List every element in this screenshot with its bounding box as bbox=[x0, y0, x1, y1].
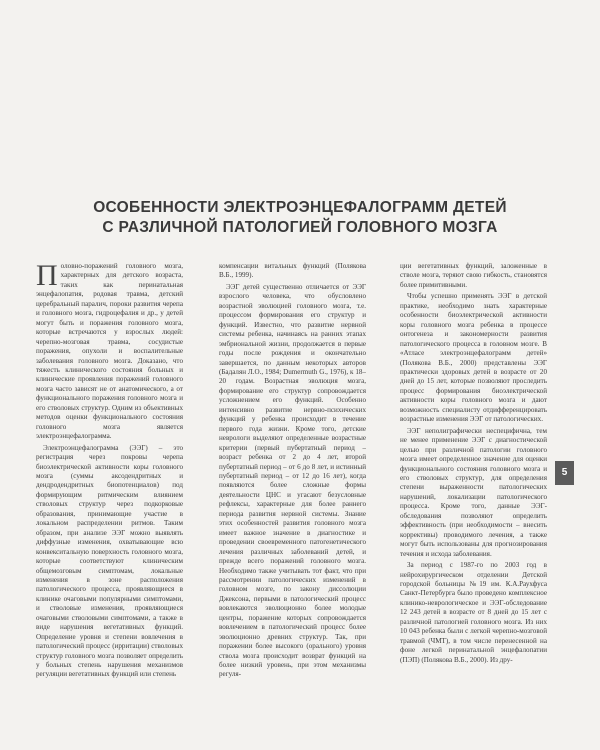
paragraph bbox=[36, 262, 183, 442]
paragraph: За период с 1987-го по 2003 год в нейрохирургическом отделении Детской городской больницы №19 им. К.А.Раухфуса Санкт-Петербурга было проведено комплексное клинико-неврологическое и ЭЭГ-обследование 12 243 детей в возрасте от 8 дней до 15 лет с различной патологией головного мозга. Из них 10 043 ребенка были с легкой черепно-мозговой травмой (ЧМТ), в том числе перенесенной на фоне легкой перинатальной энцефалопатии (ПЭП) (Полякова В.Б., 2000). Из дру- bbox=[400, 561, 547, 664]
paragraph: Электроэнцефалограмма (ЭЭГ) – это регистрация через покровы черепа биоэлектрической активности коры головного мозга (суммы аксодендритных и дендродендритных биопотенциалов) под формирующим ритмическим влиянием стволовых структур через подкорковые образования, принимающие участие в локальном распределении ритмов. Таким образом, при анализе ЭЭГ можно выявлять диффузные изменения, охватывающие всю конвекситальную поверхность головного мозга, которые соответствуют клиническим общемозговым симптомам, локальные изменения в зоне расположения патологического процесса, проявляющиеся в клинике очаговыми популярными симптомами, и стволовые изменения, проявляющиеся очаговыми стволовыми симптомами, а также в виде нарушения вегетативных функций. Определение уровня и степени вовлечения в патологический процесс (ирритации) стволовых структур головного мозга позволяет определить у больных степень нарушения механизмов регуляции вегетативных функций или степень bbox=[36, 443, 183, 679]
text-column-1 bbox=[36, 262, 183, 702]
paragraph: компенсации витальных функций (Полякова В.Б., 1999). bbox=[219, 262, 366, 280]
drop-cap-letter: П bbox=[36, 262, 58, 292]
text-column-3 bbox=[400, 262, 547, 702]
page-number-tab: 5 bbox=[555, 461, 574, 485]
title-line-2: С РАЗЛИЧНОЙ ПАТОЛОГИЕЙ ГОЛОВНОГО МОЗГА bbox=[102, 219, 498, 236]
text-column-2 bbox=[219, 262, 366, 702]
paragraph-text: оловно-поражений головного мозга, характерных для детского возраста, таких как перинатальная энцефалопатия, родовая травма, детский церебральный паралич, пороки развития черепа и головного мозга, гидроцефалия и др., у детей могут быть и поражения головного мозга, которые встречаются у взрослых людей: черепно-мозговая травма, сосудистые поражения, опухоли и воспалительные заболевания головного мозга. Доказано, что тяжесть клинического состояния больных и клинические проявления поражений головного мозга часто зависят не от анатомического, а от функционального поражения головного мозга и его стволовых структур. Одним из объективных методов оценки функционального состояния головного мозга является электроэнцефалограмма. bbox=[36, 262, 183, 441]
paragraph: Чтобы успешно применять ЭЭГ в детской практике, необходимо знать характерные особенности биоэлектрической активности коры головного мозга ребенка в процессе онтогенеза и закономерности развития патологического процесса в головном мозге. В «Атласе электроэнцефалограмм детей» (Полякова В.Б., 2000) представлены ЭЭГ практически здоровых детей в возрасте от 20 дней до 15 лет, которые позволяют проследить процесс формирования биоэлектрической активности коры головного мозга и дают возможность специалисту отдифференцировать возрастные изменения ЭЭГ от патологических. bbox=[400, 292, 547, 424]
paragraph: ции вегетативных функций, заложенные в стволе мозга, теряют свою гибкость, становятся более примитивными. bbox=[400, 262, 547, 289]
paragraph: ЭЭГ детей существенно отличается от ЭЭГ взрослого человека, что обусловлено возрастной эволюцией головного мозга, т.е. процессом формирования его структур и функций. Известно, что развитие нервной системы ребенка, начинаясь на ранних этапах эмбриональной жизни, продолжается в первые годы после рождения и окончательно завершается, по данным некоторых авторов (Бадалян Л.О., 1984; Dumermuth G., 1976), к 18–20 годам. Возрастная эволюция мозга, формирование его структур сопровождается усложнением его функций. Особенно интенсивно развитие нервно-психических функций у ребенка происходит в течение первого года жизни. Кроме того, детские неврологи выделяют определенные возрастные критерии (первый пубертатный период – возраст ребенка от 2 до 4 лет, второй пубертатный период – от 6 до 8 лет, и истинный пубертатный период – от 12 до 16 лет), когда появляются более сложные формы деятельности ЦНС и угасают безусловные рефлексы, характерные для более раннего периода развития нервной системы. Знание этих особенностей развития головного мозга имеет важное значение в диагностике и проведении своевременного патогенетического лечения различных заболеваний детей, и прежде всего поражений головного мозга. Необходимо также учитывать тот факт, что при рассмотрении патологических изменений в головном мозге, по закону диссолюции Джексона, первыми в патологический процесс вовлекаются эволюционно более молодые центры, поражение которых сопровождается вовлечением в патологический процесс более эволюционно древних структур. Так, при поражении более высокого (орального) уровня ствола мозга происходит возврат функций на более низкий уровень, при этом механизмы регуля- bbox=[219, 282, 366, 679]
article-title bbox=[40, 198, 560, 238]
paragraph: ЭЭГ неполиграфически неспецифична, тем не менее применение ЭЭГ с диагностической целью при различной патологии головного мозга имеет определенное значение для оценки функционального состояния головного мозга и его стволовых структур, для определения степени выраженности патологических нарушений, локализации патологического процесса. Кроме того, данные ЭЭГ-обследования позволяют определить эффективность (при необходимости – внесить коррективы) проводимого лечения, а также могут быть использованы для прогнозирования течения и исхода заболевания. bbox=[400, 426, 547, 558]
title-line-1: ОСОБЕННОСТИ ЭЛЕКТРОЭНЦЕФАЛОГРАММ ДЕТЕЙ bbox=[93, 199, 507, 216]
